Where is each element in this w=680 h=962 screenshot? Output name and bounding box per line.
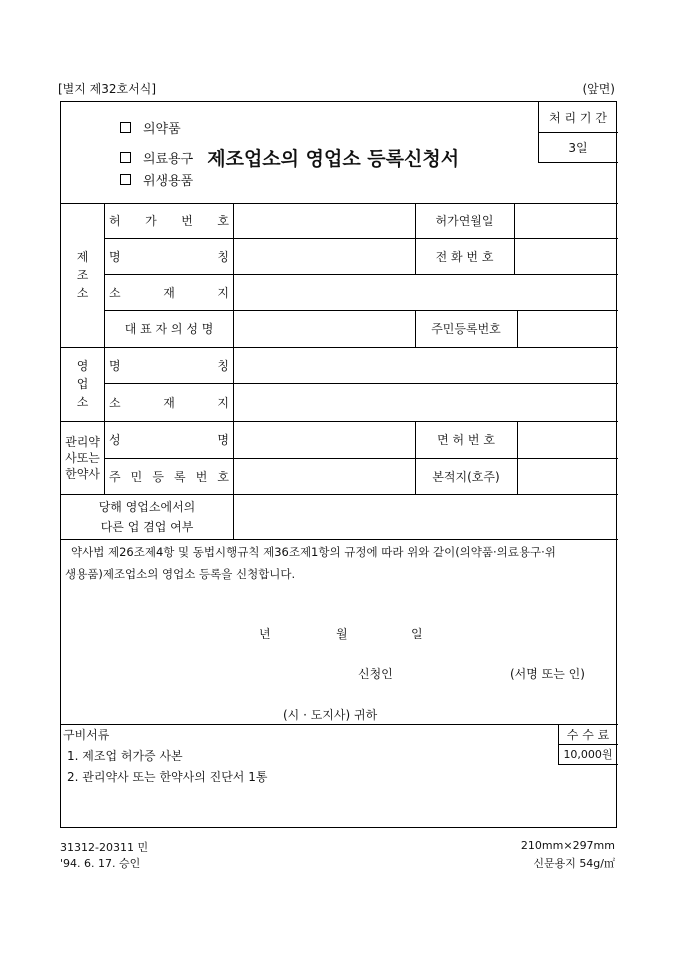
form-number: [별지 제32호서식] <box>58 82 156 96</box>
manufacturer-section-label: 제 조 소 <box>76 250 89 300</box>
concurrent-business-field[interactable] <box>234 495 617 539</box>
pharmacist-resident-number-field[interactable] <box>234 459 414 494</box>
option-pharmaceutical[interactable]: 의약품 <box>120 118 181 137</box>
license-number-label: 허 가 번 호 <box>109 214 229 228</box>
resident-number-field[interactable] <box>518 311 617 347</box>
date-month-label: 월 <box>336 627 348 641</box>
applicant-label: 신청인 <box>358 667 393 681</box>
required-doc-item: 2. 관리약사 또는 한약사의 진단서 1통 <box>67 770 268 784</box>
fee-value: 10,000원 <box>563 748 613 761</box>
license-no-field[interactable] <box>518 422 617 458</box>
office-name-label: 명 칭 <box>109 358 229 373</box>
manufacturer-address-label: 소 재 지 <box>109 285 229 300</box>
office-address-label: 소 재 지 <box>109 395 229 410</box>
form-code: 31312-20311 민 <box>60 841 149 854</box>
license-no-label: 면 허 번 호 <box>437 433 495 447</box>
phone-field[interactable] <box>515 239 617 274</box>
license-number-field[interactable] <box>234 204 414 238</box>
pharmacist-section-label: 관리약 사또는 한약사 <box>65 434 100 481</box>
checkbox-medical-device[interactable] <box>120 152 131 163</box>
addressee: (시 · 도지사) 귀하 <box>283 708 378 722</box>
office-name-field[interactable] <box>234 348 617 383</box>
application-form <box>60 101 617 828</box>
office-address-field[interactable] <box>234 384 617 421</box>
pharmacist-resident-number-label: 주 민 등 록 번 호 <box>109 469 229 484</box>
page-side-label: (앞면) <box>582 82 615 96</box>
signature-label: (서명 또는 인) <box>510 667 585 681</box>
license-date-field[interactable] <box>515 204 617 238</box>
manufacturer-address-field[interactable] <box>234 275 617 310</box>
paper-size: 210mm×297mm <box>520 839 615 852</box>
manufacturer-name-label: 명 칭 <box>109 249 229 264</box>
phone-label: 전 화 번 호 <box>435 249 494 264</box>
option-medical-device[interactable]: 의료용구 제조업소의 영업소 등록신청서 <box>120 144 459 171</box>
resident-number-label: 주민등록번호 <box>431 322 501 336</box>
domicile-label: 본적지(호주) <box>432 469 500 484</box>
office-section-label: 영 업 소 <box>76 359 89 409</box>
license-date-label: 허가연월일 <box>435 214 494 228</box>
processing-period-label: 처 리 기 간 <box>549 110 607 125</box>
concurrent-business-label: 당해 영업소에서의 다른 업 겸업 여부 <box>98 499 196 534</box>
fee-label: 수 수 료 <box>566 727 610 742</box>
paper-type: 신문용지 54g/㎡ <box>533 857 615 870</box>
checkbox-sanitary-goods[interactable] <box>120 174 131 185</box>
statement-line-2: 생용품)제조업소의 영업소 등록을 신청합니다. <box>65 567 296 581</box>
representative-name-label: 대 표 자 의 성 명 <box>124 322 214 336</box>
representative-name-field[interactable] <box>234 311 414 347</box>
pharmacist-name-label: 성 명 <box>109 433 229 447</box>
approval-date: '94. 6. 17. 승인 <box>60 857 141 870</box>
domicile-field[interactable] <box>518 459 617 494</box>
form-title: 제조업소의 영업소 등록신청서 <box>207 148 460 170</box>
required-doc-item: 1. 제조업 허가증 사본 <box>67 749 183 763</box>
manufacturer-name-field[interactable] <box>234 239 414 274</box>
pharmacist-name-field[interactable] <box>234 422 414 458</box>
date-day-label: 일 <box>411 627 423 641</box>
date-year-label: 년 <box>259 627 271 641</box>
checkbox-pharmaceutical[interactable] <box>120 122 131 133</box>
required-docs-label: 구비서류 <box>63 728 110 742</box>
processing-period-value: 3일 <box>568 140 588 155</box>
statement-line-1: 약사법 제26조제4항 및 동법시행규칙 제36조제1항의 규정에 따라 위와 같이(의약품·의료용구·위 <box>71 545 556 559</box>
option-sanitary-goods[interactable]: 위생용품 <box>120 170 193 189</box>
